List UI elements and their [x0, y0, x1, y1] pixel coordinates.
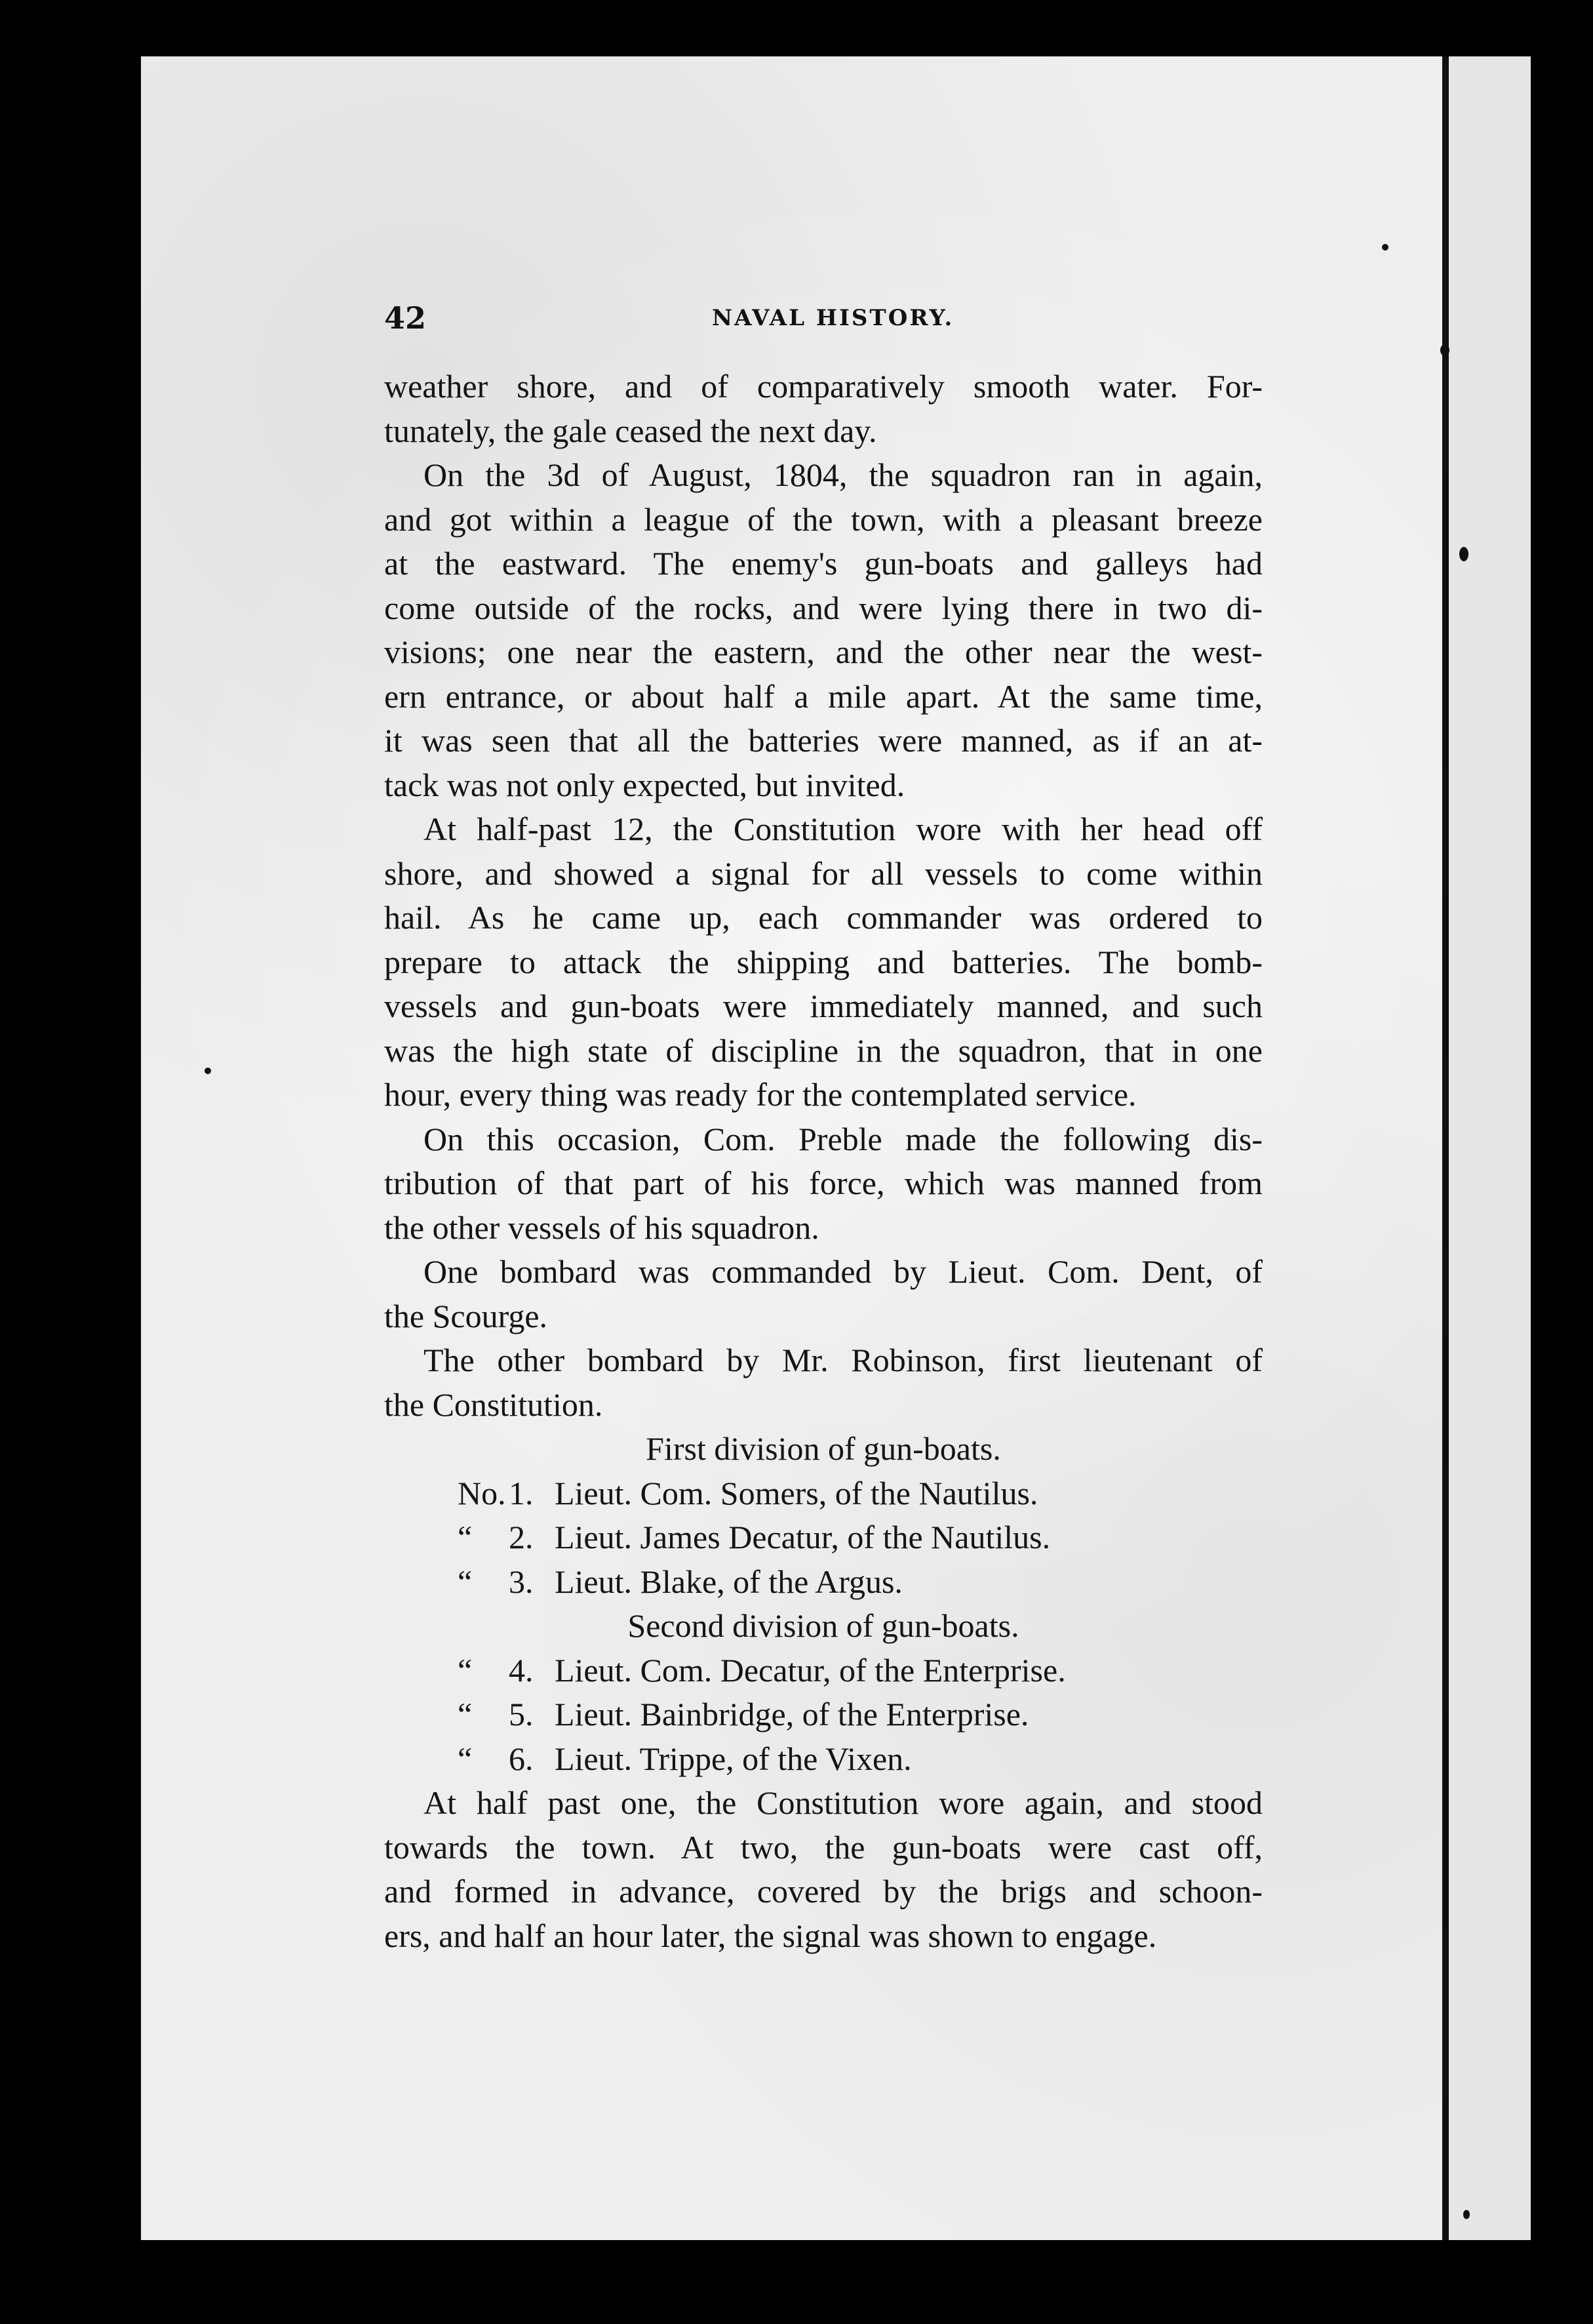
text-line: vessels and gun-boats were immediately manned, and such [384, 988, 1263, 1024]
text-line: shore, and showed a signal for all vessels to come within [384, 854, 1263, 892]
text-line: At half-past 12, the Constitution wore with her head off [423, 811, 1263, 847]
list-mark: “ [458, 1696, 473, 1733]
division-heading: First division of gun-boats. [646, 1430, 1001, 1467]
text-line: visions; one near the eastern, and the other near the west- [384, 633, 1263, 670]
ink-speck [1463, 2210, 1470, 2219]
text-line: weather shore, and of comparatively smooth water. For- [384, 368, 1263, 405]
ink-speck [1459, 547, 1468, 561]
list-item [384, 1472, 1263, 1516]
text-line: tribution of that part of his force, which was manned from [384, 1165, 1263, 1201]
list-text: Lieut. Blake, of the Argus. [555, 1563, 903, 1600]
text-line: it was seen that all the batteries were manned, as if an at- [384, 722, 1263, 759]
list-mark: “ [458, 1563, 473, 1600]
body-text [384, 365, 1263, 1958]
text-line: tack was not only expected, but invited. [384, 766, 905, 803]
list-text: Lieut. Com. Decatur, of the Enterprise. [555, 1651, 1066, 1689]
ink-speck [1382, 244, 1388, 250]
list-number: 2. [509, 1519, 534, 1555]
list-text: Lieut. James Decatur, of the Nautilus. [555, 1519, 1051, 1555]
list-text: Lieut. Bainbridge, of the Enterprise. [555, 1696, 1029, 1733]
list-item [384, 1737, 1263, 1782]
list-item [384, 1560, 1263, 1605]
text-line: On the 3d of August, 1804, the squadron ran in again, [423, 456, 1263, 493]
running-head [384, 298, 1263, 338]
text-line: One bombard was commanded by Lieut. Com. Dent, of [423, 1253, 1263, 1290]
text-line: prepare to attack the shipping and batteries. The bomb- [384, 943, 1263, 980]
text-line: and got within a league of the town, with a pleasant breeze [384, 500, 1263, 538]
list-number: 5. [509, 1696, 534, 1733]
text-line: The other bombard by Mr. Robinson, first lieutenant of [423, 1342, 1263, 1378]
text-line: the other vessels of his squadron. [384, 1209, 819, 1246]
list-number: 1. [509, 1474, 534, 1512]
list-item [384, 1649, 1263, 1693]
list-mark: “ [458, 1740, 473, 1777]
text-line: On this occasion, Com. Preble made the following dis- [423, 1120, 1263, 1157]
list-item [384, 1515, 1263, 1560]
text-line: come outside of the rocks, and were lying there in two di- [384, 589, 1263, 626]
list-item [384, 1693, 1263, 1737]
list-text: Lieut. Trippe, of the Vixen. [555, 1740, 912, 1777]
text-line: the Scourge. [384, 1297, 548, 1334]
text-line: and formed in advance, covered by the brigs and schoon- [384, 1873, 1263, 1910]
text-line: the Constitution. [384, 1386, 603, 1423]
text-line: ers, and half an hour later, the signal was shown to engage. [384, 1917, 1157, 1954]
list-mark: “ [458, 1651, 473, 1689]
facing-page-edge [1449, 56, 1531, 2240]
list-mark: No. [458, 1474, 506, 1512]
list-number: 6. [509, 1740, 534, 1777]
division-heading: Second division of gun-boats. [627, 1607, 1019, 1644]
running-title: NAVAL HISTORY. [712, 305, 954, 331]
list-text: Lieut. Com. Somers, of the Nautilus. [555, 1474, 1038, 1512]
list-number: 3. [509, 1563, 534, 1600]
page-number: 42 [384, 300, 427, 336]
ink-speck [1440, 344, 1449, 356]
text-line: ern entrance, or about half a mile apart. At the same time, [384, 677, 1263, 715]
text-line: towards the town. At two, the gun-boats were cast off, [384, 1828, 1263, 1866]
page-gutter [1442, 56, 1449, 2240]
text-line: tunately, the gale ceased the next day. [384, 412, 877, 449]
text-line: hour, every thing was ready for the contemplated service. [384, 1076, 1137, 1113]
list-number: 4. [509, 1651, 534, 1689]
list-mark: “ [458, 1519, 473, 1555]
ink-speck [205, 1068, 211, 1074]
text-line: at the eastward. The enemy's gun-boats and galleys had [384, 545, 1263, 582]
text-line: hail. As he came up, each commander was ordered to [384, 899, 1263, 936]
text-line: was the high state of discipline in the squadron, that in one [384, 1032, 1263, 1069]
text-line: At half past one, the Constitution wore again, and stood [423, 1784, 1263, 1821]
